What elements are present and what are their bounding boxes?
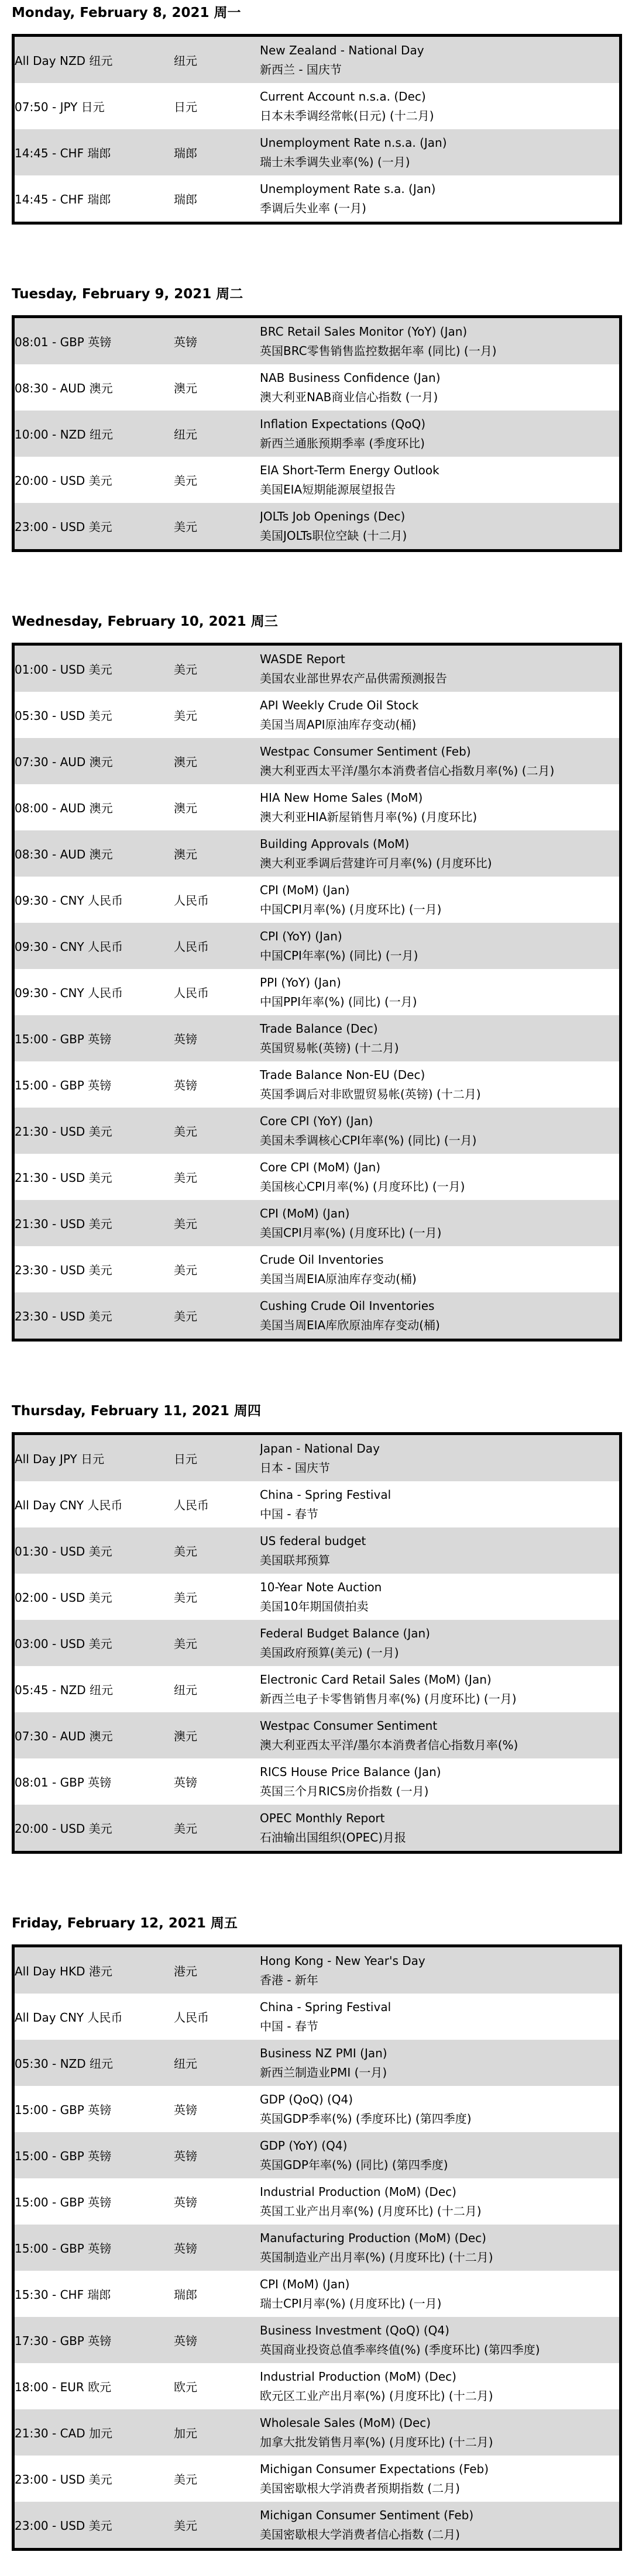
event-time-currency: 15:00 - GBP 英镑 <box>15 1032 112 1046</box>
event-row <box>13 83 621 129</box>
event-currency-zh: 美元 <box>174 1822 197 1836</box>
event-description-cell <box>260 2225 621 2271</box>
event-description-cell <box>260 1527 621 1574</box>
events-table <box>12 643 622 1342</box>
event-row <box>13 1481 621 1527</box>
event-row <box>13 2178 621 2225</box>
event-row <box>13 1434 621 1482</box>
event-time-currency: All Day HKD 港元 <box>15 1964 112 1978</box>
event-title-en: GDP (YoY) (Q4) <box>260 2138 348 2153</box>
event-title-en: Michigan Consumer Sentiment (Feb) <box>260 2508 474 2522</box>
event-time-currency: 09:30 - CNY 人民币 <box>15 940 123 954</box>
event-description-cell <box>260 1108 621 1154</box>
events-table-body <box>13 1946 621 2550</box>
event-row <box>13 411 621 457</box>
event-title-en: Industrial Production (MoM) (Dec) <box>260 2184 456 2199</box>
event-time-currency: 09:30 - CNY 人民币 <box>15 894 123 908</box>
event-time-currency: 05:30 - USD 美元 <box>15 709 112 723</box>
event-currency-zh: 美元 <box>174 2472 197 2487</box>
event-row <box>13 1061 621 1108</box>
event-row <box>13 2086 621 2132</box>
day-title: Thursday, February 11, 2021 周四 <box>12 1403 261 1419</box>
event-title-zh: 中国 - 春节 <box>260 1506 318 1521</box>
event-row <box>13 1666 621 1712</box>
event-currency-zh: 纽元 <box>174 1683 197 1697</box>
event-row <box>13 1154 621 1200</box>
event-title-en: Hong Kong - New Year's Day <box>260 1953 425 1968</box>
event-row <box>13 457 621 503</box>
event-title-zh: 中国PPI年率(%) (同比) (一月) <box>260 994 417 1009</box>
event-row <box>13 1527 621 1574</box>
event-currency-zh: 瑞郎 <box>174 146 197 160</box>
event-row <box>13 503 621 551</box>
event-title-en: US federal budget <box>260 1533 366 1548</box>
event-description-cell <box>260 2040 621 2086</box>
event-row <box>13 129 621 175</box>
event-currency-zh: 美元 <box>174 1263 197 1277</box>
event-title-zh: 美国JOLTs职位空缺 (十二月) <box>260 528 407 543</box>
event-time-currency: 07:30 - AUD 澳元 <box>15 1729 113 1743</box>
event-currency-zh: 美元 <box>174 474 197 488</box>
day-title: Wednesday, February 10, 2021 周三 <box>12 614 278 629</box>
event-time-currency: 21:30 - USD 美元 <box>15 1217 112 1231</box>
event-description-cell <box>260 1292 621 1340</box>
event-description-cell <box>260 692 621 738</box>
event-time-currency: 14:45 - CHF 瑞郎 <box>15 192 111 206</box>
event-title-zh: 美国EIA短期能源展望报告 <box>260 482 396 496</box>
event-row <box>13 1015 621 1061</box>
event-currency-zh: 美元 <box>174 663 197 677</box>
event-title-en: PPI (YoY) (Jan) <box>260 975 341 989</box>
event-description-cell <box>260 923 621 969</box>
event-title-en: Core CPI (MoM) (Jan) <box>260 1160 381 1174</box>
event-title-zh: 中国CPI年率(%) (同比) (一月) <box>260 948 418 963</box>
event-title-zh: 英国季调后对非欧盟贸易帐(英镑) (十二月) <box>260 1087 481 1101</box>
event-title-zh: 中国CPI月率(%) (月度环比) (一月) <box>260 902 442 916</box>
event-currency-zh: 人民币 <box>174 2011 209 2025</box>
event-title-zh: 香港 - 新年 <box>260 1972 318 1987</box>
event-row <box>13 738 621 784</box>
event-title-zh: 美国密歇根大学消费者信心指数 (二月) <box>260 2527 460 2541</box>
event-currency-zh: 澳元 <box>174 1729 197 1743</box>
event-description-cell <box>260 784 621 830</box>
event-time-currency: 15:00 - GBP 英镑 <box>15 2195 112 2209</box>
event-row <box>13 923 621 969</box>
event-description-cell <box>260 1666 621 1712</box>
events-table-body <box>13 36 621 223</box>
event-title-en: RICS House Price Balance (Jan) <box>260 1764 441 1779</box>
event-title-zh: 日本未季调经常帐(日元) (十二月) <box>260 108 434 123</box>
event-row <box>13 2456 621 2502</box>
event-description-cell <box>260 1015 621 1061</box>
event-currency-zh: 英镑 <box>174 2149 197 2163</box>
event-title-zh: 澳大利亚西太平洋/墨尔本消费者信心指数月率(%) (二月) <box>260 763 555 778</box>
event-currency-zh: 美元 <box>174 1544 197 1558</box>
event-currency-zh: 英镑 <box>174 2334 197 2348</box>
event-time-currency: 17:30 - GBP 英镑 <box>15 2334 112 2348</box>
day-section <box>12 613 622 1342</box>
event-title-zh: 新西兰通胀预期季率 (季度环比) <box>260 436 425 450</box>
event-row <box>13 1758 621 1805</box>
event-description-cell <box>260 1574 621 1620</box>
event-description-cell <box>260 1481 621 1527</box>
event-time-currency: 23:00 - USD 美元 <box>15 2519 112 2533</box>
event-title-zh: 英国BRC零售销售监控数据年率 (同比) (一月) <box>260 343 497 358</box>
event-row <box>13 1246 621 1292</box>
event-time-currency: 20:00 - USD 美元 <box>15 474 112 488</box>
event-title-en: New Zealand - National Day <box>260 43 424 57</box>
event-currency-zh: 英镑 <box>174 2195 197 2209</box>
event-time-currency: 21:30 - USD 美元 <box>15 1125 112 1139</box>
event-row <box>13 2409 621 2456</box>
event-currency-zh: 英镑 <box>174 1032 197 1046</box>
event-row <box>13 2271 621 2317</box>
event-description-cell <box>260 2502 621 2550</box>
events-table <box>12 1432 622 1854</box>
event-currency-zh: 英镑 <box>174 2242 197 2256</box>
event-currency-zh: 纽元 <box>174 54 197 68</box>
event-title-en: HIA New Home Sales (MoM) <box>260 790 423 805</box>
event-time-currency: 10:00 - NZD 纽元 <box>15 427 113 442</box>
event-description-cell <box>260 1246 621 1292</box>
event-time-currency: 21:30 - CAD 加元 <box>15 2426 112 2440</box>
event-time-currency: 08:01 - GBP 英镑 <box>15 335 112 349</box>
event-description-cell <box>260 2363 621 2409</box>
event-title-en: JOLTs Job Openings (Dec) <box>260 509 406 523</box>
event-title-zh: 中国 - 春节 <box>260 2019 318 2033</box>
event-time-currency: All Day JPY 日元 <box>15 1452 105 1466</box>
event-title-en: BRC Retail Sales Monitor (YoY) (Jan) <box>260 324 468 339</box>
event-title-zh: 美国密歇根大学消费者预期指数 (二月) <box>260 2481 460 2495</box>
event-time-currency: 08:01 - GBP 英镑 <box>15 1775 112 1789</box>
day-section <box>12 286 622 552</box>
event-title-zh: 英国工业产出月率(%) (月度环比) (十二月) <box>260 2203 482 2218</box>
event-currency-zh: 加元 <box>174 2426 197 2440</box>
event-currency-zh: 澳元 <box>174 381 197 395</box>
events-table-body <box>13 317 621 551</box>
event-title-en: EIA Short-Term Energy Outlook <box>260 463 439 477</box>
event-time-currency: 05:30 - NZD 纽元 <box>15 2057 113 2071</box>
event-description-cell <box>260 830 621 877</box>
day-title: Monday, February 8, 2021 周一 <box>12 5 241 20</box>
event-description-cell <box>260 644 621 692</box>
event-currency-zh: 日元 <box>174 1452 197 1466</box>
event-title-en: Michigan Consumer Expectations (Feb) <box>260 2461 489 2476</box>
event-row <box>13 1292 621 1340</box>
event-description-cell <box>260 2178 621 2225</box>
event-title-en: WASDE Report <box>260 651 345 666</box>
event-description-cell <box>260 1946 621 1994</box>
event-description-cell <box>260 2271 621 2317</box>
event-row <box>13 175 621 223</box>
event-title-zh: 瑞士CPI月率(%) (月度环比) (一月) <box>260 2296 442 2311</box>
events-table <box>12 315 622 552</box>
event-time-currency: 15:00 - GBP 英镑 <box>15 2103 112 2117</box>
event-title-en: Current Account n.s.a. (Dec) <box>260 89 426 104</box>
event-title-en: CPI (MoM) (Jan) <box>260 1206 350 1220</box>
event-row <box>13 2363 621 2409</box>
event-title-zh: 新西兰 - 国庆节 <box>260 62 342 77</box>
event-description-cell <box>260 2409 621 2456</box>
event-time-currency: All Day CNY 人民币 <box>15 2011 123 2025</box>
events-table <box>12 34 622 225</box>
event-title-en: Federal Budget Balance (Jan) <box>260 1626 430 1640</box>
event-title-zh: 英国三个月RICS房价指数 (一月) <box>260 1784 429 1798</box>
event-currency-zh: 人民币 <box>174 1498 209 1512</box>
event-time-currency: 23:00 - USD 美元 <box>15 520 112 534</box>
event-title-en: Core CPI (YoY) (Jan) <box>260 1113 373 1128</box>
event-title-zh: 美国农业部世界农产品供需预测报告 <box>260 671 447 685</box>
event-time-currency: 23:30 - USD 美元 <box>15 1263 112 1277</box>
event-currency-zh: 美元 <box>174 1591 197 1605</box>
event-currency-zh: 英镑 <box>174 2103 197 2117</box>
event-title-en: 10-Year Note Auction <box>260 1580 382 1594</box>
event-description-cell <box>260 503 621 551</box>
event-row <box>13 36 621 84</box>
event-time-currency: 02:00 - USD 美元 <box>15 1591 112 1605</box>
event-row <box>13 1946 621 1994</box>
day-section <box>12 1915 622 2551</box>
event-title-zh: 日本 - 国庆节 <box>260 1460 330 1475</box>
event-description-cell <box>260 2456 621 2502</box>
event-description-cell <box>260 1200 621 1246</box>
event-title-zh: 英国商业投资总值季率终值(%) (季度环比) (第四季度) <box>260 2342 540 2357</box>
event-description-cell <box>260 1620 621 1666</box>
event-currency-zh: 英镑 <box>174 1775 197 1789</box>
event-currency-zh: 澳元 <box>174 755 197 769</box>
event-title-zh: 澳大利亚季调后营建许可月率(%) (月度环比) <box>260 856 492 870</box>
event-description-cell <box>260 969 621 1015</box>
event-time-currency: 05:45 - NZD 纽元 <box>15 1683 113 1697</box>
event-title-zh: 瑞士未季调失业率(%) (一月) <box>260 154 410 169</box>
event-description-cell <box>260 1434 621 1482</box>
event-time-currency: 23:00 - USD 美元 <box>15 2472 112 2487</box>
event-currency-zh: 纽元 <box>174 427 197 442</box>
event-time-currency: All Day CNY 人民币 <box>15 1498 123 1512</box>
event-currency-zh: 澳元 <box>174 801 197 815</box>
event-title-en: Japan - National Day <box>260 1441 380 1456</box>
event-description-cell <box>260 1994 621 2040</box>
event-title-zh: 英国GDP季率(%) (季度环比) (第四季度) <box>260 2111 472 2126</box>
event-time-currency: 20:00 - USD 美元 <box>15 1822 112 1836</box>
event-title-zh: 新西兰制造业PMI (一月) <box>260 2065 387 2080</box>
event-title-zh: 季调后失业率 (一月) <box>260 201 366 215</box>
event-title-en: Crude Oil Inventories <box>260 1252 384 1267</box>
event-title-zh: 澳大利亚西太平洋/墨尔本消费者信心指数月率(%) <box>260 1737 518 1752</box>
event-time-currency: 09:30 - CNY 人民币 <box>15 986 123 1000</box>
day-title: Tuesday, February 9, 2021 周二 <box>12 287 243 302</box>
event-title-en: Manufacturing Production (MoM) (Dec) <box>260 2230 486 2245</box>
event-row <box>13 1805 621 1853</box>
event-title-en: Westpac Consumer Sentiment (Feb) <box>260 744 471 758</box>
event-row <box>13 784 621 830</box>
event-row <box>13 317 621 365</box>
event-description-cell <box>260 1154 621 1200</box>
day-title: Friday, February 12, 2021 周五 <box>12 1916 238 1931</box>
event-currency-zh: 日元 <box>174 100 197 114</box>
events-table-body <box>13 644 621 1340</box>
event-currency-zh: 人民币 <box>174 940 209 954</box>
events-table-body <box>13 1434 621 1853</box>
event-title-en: Cushing Crude Oil Inventories <box>260 1298 435 1313</box>
event-title-en: OPEC Monthly Report <box>260 1811 385 1825</box>
event-description-cell <box>260 1061 621 1108</box>
event-description-cell <box>260 2317 621 2363</box>
event-title-en: Building Approvals (MoM) <box>260 836 410 851</box>
event-currency-zh: 瑞郎 <box>174 192 197 206</box>
event-currency-zh: 纽元 <box>174 2057 197 2071</box>
event-currency-zh: 英镑 <box>174 335 197 349</box>
event-time-currency: 23:30 - USD 美元 <box>15 1309 112 1323</box>
event-currency-zh: 美元 <box>174 1217 197 1231</box>
event-time-currency: 01:00 - USD 美元 <box>15 663 112 677</box>
event-row <box>13 1994 621 2040</box>
event-title-en: Trade Balance Non-EU (Dec) <box>260 1067 425 1082</box>
event-description-cell <box>260 457 621 503</box>
event-title-en: CPI (MoM) (Jan) <box>260 882 350 897</box>
event-row <box>13 2132 621 2178</box>
event-description-cell <box>260 877 621 923</box>
event-description-cell <box>260 36 621 84</box>
event-row <box>13 2040 621 2086</box>
event-currency-zh: 人民币 <box>174 986 209 1000</box>
event-currency-zh: 美元 <box>174 1125 197 1139</box>
event-title-zh: 澳大利亚HIA新屋销售月率(%) (月度环比) <box>260 809 478 824</box>
event-time-currency: 08:30 - AUD 澳元 <box>15 381 113 395</box>
event-title-en: Inflation Expectations (QoQ) <box>260 416 426 431</box>
event-currency-zh: 美元 <box>174 1171 197 1185</box>
event-currency-zh: 澳元 <box>174 847 197 861</box>
event-title-zh: 美国未季调核心CPI年率(%) (同比) (一月) <box>260 1133 477 1147</box>
event-description-cell <box>260 1712 621 1758</box>
event-title-en: Wholesale Sales (MoM) (Dec) <box>260 2415 431 2430</box>
day-section <box>12 1403 622 1854</box>
event-title-en: NAB Business Confidence (Jan) <box>260 370 441 385</box>
event-description-cell <box>260 1758 621 1805</box>
event-row <box>13 644 621 692</box>
event-title-zh: 美国10年期国债拍卖 <box>260 1599 369 1613</box>
event-currency-zh: 港元 <box>174 1964 197 1978</box>
event-time-currency: 03:00 - USD 美元 <box>15 1637 112 1651</box>
event-title-en: Trade Balance (Dec) <box>260 1021 378 1036</box>
event-description-cell <box>260 2086 621 2132</box>
event-description-cell <box>260 317 621 365</box>
event-description-cell <box>260 129 621 175</box>
event-row <box>13 2317 621 2363</box>
event-time-currency: 14:45 - CHF 瑞郎 <box>15 146 111 160</box>
event-row <box>13 1200 621 1246</box>
event-title-en: Business Investment (QoQ) (Q4) <box>260 2323 449 2337</box>
event-time-currency: 15:00 - GBP 英镑 <box>15 1078 112 1092</box>
event-row <box>13 2502 621 2550</box>
event-time-currency: 01:30 - USD 美元 <box>15 1544 112 1558</box>
event-title-zh: 英国制造业产出月率(%) (月度环比) (十二月) <box>260 2250 493 2264</box>
event-title-zh: 美国当周API原油库存变动(桶) <box>260 717 417 732</box>
event-row <box>13 692 621 738</box>
event-title-zh: 美国核心CPI月率(%) (月度环比) (一月) <box>260 1179 465 1194</box>
event-title-zh: 美国当周EIA原油库存变动(桶) <box>260 1271 417 1286</box>
event-title-en: API Weekly Crude Oil Stock <box>260 698 419 712</box>
event-title-en: Unemployment Rate s.a. (Jan) <box>260 181 436 196</box>
event-title-en: China - Spring Festival <box>260 1487 391 1502</box>
event-currency-zh: 美元 <box>174 2519 197 2533</box>
event-title-en: Business NZ PMI (Jan) <box>260 2046 387 2060</box>
event-title-zh: 新西兰电子卡零售销售月率(%) (月度环比) (一月) <box>260 1691 517 1706</box>
event-description-cell <box>260 2132 621 2178</box>
event-title-zh: 美国联邦预算 <box>260 1553 330 1567</box>
event-title-zh: 欧元区工业产出月率(%) (月度环比) (十二月) <box>260 2388 493 2403</box>
event-title-en: GDP (QoQ) (Q4) <box>260 2092 353 2106</box>
event-title-en: Westpac Consumer Sentiment <box>260 1718 438 1733</box>
event-currency-zh: 瑞郎 <box>174 2288 197 2302</box>
event-title-zh: 澳大利亚NAB商业信心指数 (一月) <box>260 389 438 404</box>
event-row <box>13 877 621 923</box>
event-currency-zh: 欧元 <box>174 2380 197 2394</box>
event-row <box>13 1712 621 1758</box>
event-row <box>13 2225 621 2271</box>
event-title-zh: 美国政府预算(美元) (一月) <box>260 1645 399 1660</box>
event-title-zh: 英国GDP年率(%) (同比) (第四季度) <box>260 2157 448 2172</box>
event-time-currency: 07:50 - JPY 日元 <box>15 100 105 114</box>
event-title-zh: 加拿大批发销售月率(%) (月度环比) (十二月) <box>260 2434 493 2449</box>
event-time-currency: 15:00 - GBP 英镑 <box>15 2149 112 2163</box>
events-table <box>12 1944 622 2551</box>
event-title-en: Electronic Card Retail Sales (MoM) (Jan) <box>260 1672 492 1687</box>
event-time-currency: 08:30 - AUD 澳元 <box>15 847 113 861</box>
event-row <box>13 364 621 411</box>
event-currency-zh: 美元 <box>174 1309 197 1323</box>
event-currency-zh: 美元 <box>174 1637 197 1651</box>
event-row <box>13 1108 621 1154</box>
event-description-cell <box>260 411 621 457</box>
event-description-cell <box>260 364 621 411</box>
event-title-en: Industrial Production (MoM) (Dec) <box>260 2369 456 2384</box>
event-time-currency: 08:00 - AUD 澳元 <box>15 801 113 815</box>
event-currency-zh: 美元 <box>174 520 197 534</box>
event-row <box>13 830 621 877</box>
event-row <box>13 1574 621 1620</box>
event-title-en: China - Spring Festival <box>260 1999 391 2014</box>
event-description-cell <box>260 175 621 223</box>
event-title-zh: 美国当周EIA库欣原油库存变动(桶) <box>260 1318 440 1332</box>
event-title-en: CPI (YoY) (Jan) <box>260 929 342 943</box>
event-time-currency: All Day NZD 纽元 <box>15 54 113 68</box>
event-title-zh: 美国CPI月率(%) (月度环比) (一月) <box>260 1225 442 1240</box>
event-description-cell <box>260 738 621 784</box>
event-time-currency: 21:30 - USD 美元 <box>15 1171 112 1185</box>
event-time-currency: 15:00 - GBP 英镑 <box>15 2242 112 2256</box>
event-time-currency: 15:30 - CHF 瑞郎 <box>15 2288 111 2302</box>
event-title-en: Unemployment Rate n.s.a. (Jan) <box>260 135 447 150</box>
event-title-en: CPI (MoM) (Jan) <box>260 2277 350 2291</box>
event-description-cell <box>260 1805 621 1853</box>
event-description-cell <box>260 83 621 129</box>
event-title-zh: 石油输出国组织(OPEC)月报 <box>260 1830 407 1844</box>
event-currency-zh: 人民币 <box>174 894 209 908</box>
event-row <box>13 969 621 1015</box>
day-section <box>12 5 622 225</box>
event-time-currency: 07:30 - AUD 澳元 <box>15 755 113 769</box>
event-row <box>13 1620 621 1666</box>
event-title-zh: 英国贸易帐(英镑) (十二月) <box>260 1040 399 1055</box>
event-currency-zh: 美元 <box>174 709 197 723</box>
event-time-currency: 18:00 - EUR 欧元 <box>15 2380 112 2394</box>
event-currency-zh: 英镑 <box>174 1078 197 1092</box>
